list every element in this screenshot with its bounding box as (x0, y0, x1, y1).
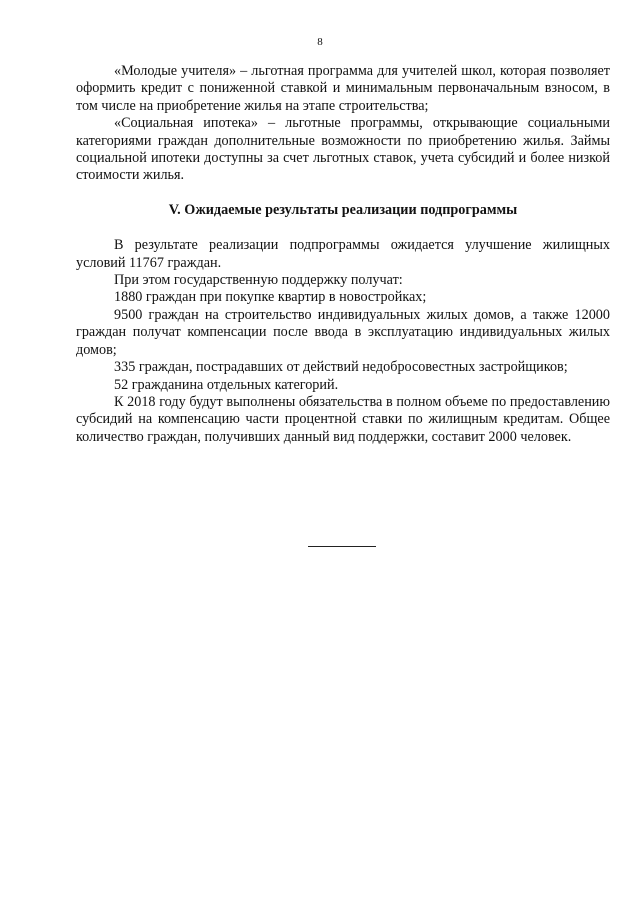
document-body (76, 63, 610, 446)
paragraph-individual-houses: 9500 граждан на строительство индивидуальных жилых домов, а также 12000 граждан получат компенсации после ввода в эксплуатацию индивидуальных жилых домов; (76, 306, 610, 358)
page-number: 8 (317, 36, 323, 48)
paragraph-social-mortgage: «Социальная ипотека» – льготные программы, открывающие социальными категориями граждан дополнительные возможности по приобретению жилья. Займы социальной ипотеки доступны за счет льготных ставок, учета субсидий и более низкой стоимости жилья. (76, 115, 610, 184)
paragraph-support-lead: При этом государственную поддержку получат: (114, 272, 403, 289)
paragraph-new-buildings: 1880 граждан при покупке квартир в новостройках; (114, 289, 427, 306)
paragraph-results-intro: В результате реализации подпрограммы ожидается улучшение жилищных условий 11767 граждан. (76, 237, 610, 271)
paragraph-young-teachers: «Молодые учителя» – льготная программа для учителей школ, которая позволяет оформить кредит с пониженной ставкой и минимальным первоначальным взносом, в том числе на приобретение жилья на этапе строительства; (76, 63, 610, 114)
section-heading: V. Ожидаемые результаты реализации подпрограммы (168, 201, 518, 218)
end-divider (308, 546, 376, 547)
paragraph-defrauded-buyers: 335 граждан, пострадавших от действий недобросовестных застройщиков; (114, 359, 568, 376)
paragraph-special-categories: 52 гражданина отдельных категорий. (114, 376, 339, 393)
paragraph-2018-obligations: К 2018 году будут выполнены обязательства в полном объеме по предоставлению субсидий на компенсацию части процентной ставки по жилищным кредитам. Общее количество граждан, получивших данный вид поддержки, составит 2000 человек. (76, 393, 610, 445)
